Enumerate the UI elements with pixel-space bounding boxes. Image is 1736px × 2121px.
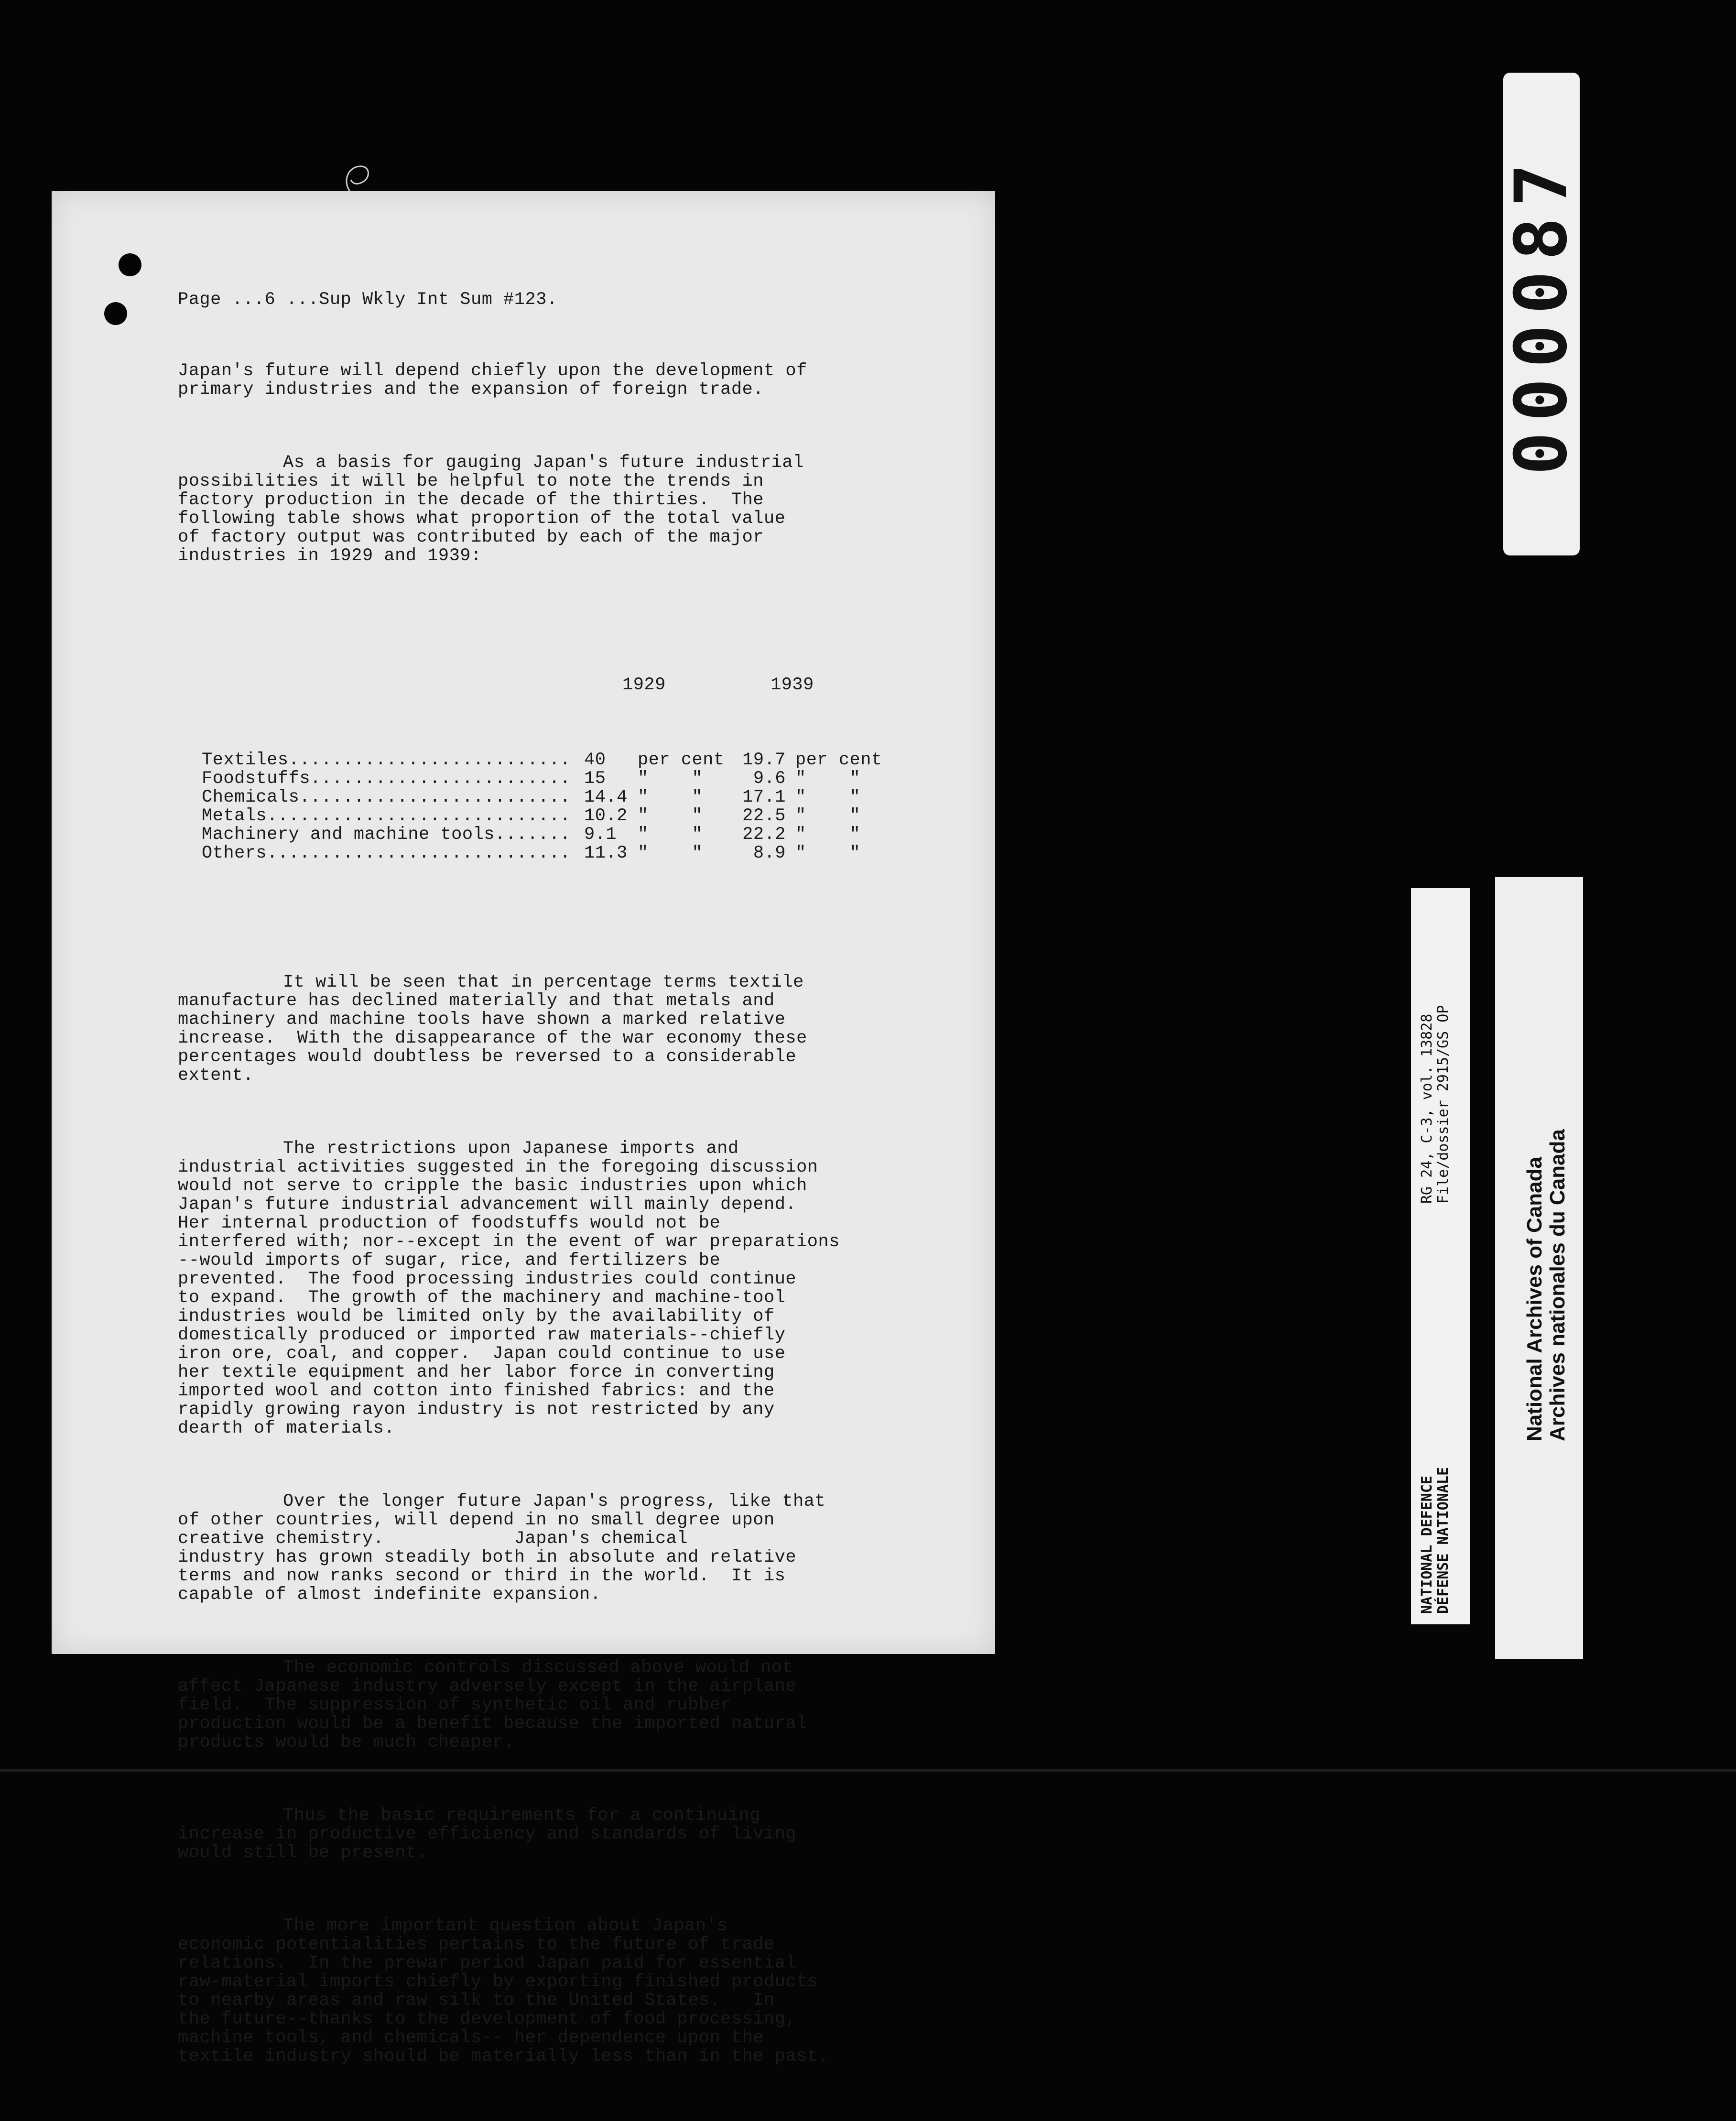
table-row [178,770,971,788]
value-1929: 14.4 [584,787,628,807]
paragraph-8 [178,1917,971,2066]
archives-label [1495,877,1583,1659]
unit-1929: " " [638,806,703,826]
table-row [178,807,971,826]
page-header: Page ...6 ...Sup Wkly Int Sum #123. [178,290,558,310]
value-1929: 15 [584,769,606,789]
row-label: Foodstuffs........................ [202,769,571,789]
paragraph-1: Japan's future will depend chiefly upon the development of primary industries and the expansion of foreign trade. [178,361,807,400]
unit-1939: " " [795,806,861,826]
unit-1929: per cent [638,750,725,770]
table-row [178,844,971,863]
value-1939: 17.1 [742,787,786,807]
value-1929: 40 [584,750,606,770]
table-row [178,751,971,770]
archives-en: National Archives of Canada [1523,1157,1546,1441]
paragraph-2 [178,454,971,566]
reference-line-2: File/dossier 2915/GS OP [1435,1005,1452,1204]
paragraph-7-text: Thus the basic requirements for a continuing increase in productive efficiency and standards of living would still be present. [178,1806,797,1863]
archives-fr: Archives nationales du Canada [1546,1129,1569,1441]
reference-label [1411,888,1470,1624]
unit-1929: " " [638,843,703,863]
paragraph-5 [178,1492,971,1604]
paragraph-5-text: Over the longer future Japan's progress, like that of other countries, will depend in no small degree upon creative chemistry. Japan's chemical industry has grown steadily both in absolute and relative terms and now ranks second or third in the world. It is capable of almost indefinite expansion. [178,1491,826,1605]
document-body [178,253,971,2121]
value-1939: 22.5 [742,806,786,826]
row-label: Textiles.......................... [202,750,571,770]
paragraph-2-text: As a basis for gauging Japan's future industrial possibilities it will be helpful to note the trends in factory production in the decade of the thirties. The following table shows what proportion of the total value of factory output was contributed by each of the major industries in 1929 and 1939: [178,453,804,566]
row-label: Chemicals......................... [202,787,571,807]
unit-1929: " " [638,769,703,789]
year-1939: 1939 [770,675,814,695]
unit-1939: per cent [795,750,882,770]
table-row [178,826,971,844]
paragraph-8-text: The more important question about Japan's economic potentialities pertains to the future of trade relations. In the prewar period Japan paid for essential raw-material imports chiefly by exporting finished products to nearby areas and raw silk to the United States. In the future--thanks to the development of food processing, machine tools, and chemicals-- her dependence upon the textile industry should be materially less than in the past. [178,1916,829,2067]
row-label: Metals............................ [202,806,571,826]
table-row [178,788,971,807]
paragraph-6 [178,1659,971,1752]
table-header [178,676,971,695]
value-1939: 19.7 [742,750,786,770]
frame-number-label [1500,73,1583,555]
unit-1939: " " [795,787,861,807]
film-edge [0,1769,1736,1772]
paragraph-6-text: The economic controls discussed above would not affect Japanese industry adversely except in the airplane field. The suppression of synthetic oil and rubber production would be a benefit because the imported natural products would be much cheaper. [178,1658,807,1752]
value-1939: 8.9 [753,843,786,863]
defence-en: NATIONAL DEFENCE [1419,1476,1435,1614]
value-1929: 10.2 [584,806,628,826]
paragraph-3 [178,973,971,1085]
paragraph-3-text: It will be seen that in percentage terms textile manufacture has declined materially and that metals and machinery and machine tools have shown a marked relative increase. With the disappearance of the war economy these percentages would doubtless be reversed to a considerable extent. [178,972,807,1086]
punch-hole [104,302,127,325]
row-label: Machinery and machine tools....... [202,825,571,845]
output-table [178,639,971,900]
paragraph-4-text: The restrictions upon Japanese imports and industrial activities suggested in the foregoing discussion would not serve to cripple the basic industries upon which Japan's future industrial advancement will mainly depend. Her internal production of foodstuffs would not be interfered with; nor--except in the event of war preparations --would imports of sugar, rice, and fertilizers be prevented. The food processing industries could continue to expand. The growth of the machinery and machine-tool industries would be limited only by the availability of domestically produced or imported raw materials--chiefly iron ore, coal, and copper. Japan could continue to use her textile equipment and her labor force in converting imported wool and cotton into finished fabrics: and the rapidly growing rayon industry is not restricted by any dearth of materials. [178,1139,840,1438]
document-page [52,191,995,2067]
unit-1939: " " [795,825,861,845]
paragraph-7 [178,1806,971,1862]
unit-1929: " " [638,787,703,807]
year-1929: 1929 [622,675,666,695]
value-1929: 9.1 [584,825,617,845]
value-1939: 22.2 [742,825,786,845]
pen-mark [340,163,374,196]
defence-fr: DÉFENSE NATIONALE [1435,1467,1452,1614]
frame-number: 000087 [1500,153,1583,475]
unit-1939: " " [795,769,861,789]
paragraph-4 [178,1140,971,1438]
value-1929: 11.3 [584,843,628,863]
unit-1929: " " [638,825,703,845]
unit-1939: " " [795,843,861,863]
row-label: Others............................ [202,843,571,863]
punch-hole [119,253,141,276]
reference-line-1: RG 24, C-3, vol. 13828 [1419,1013,1435,1204]
value-1939: 9.6 [753,769,786,789]
